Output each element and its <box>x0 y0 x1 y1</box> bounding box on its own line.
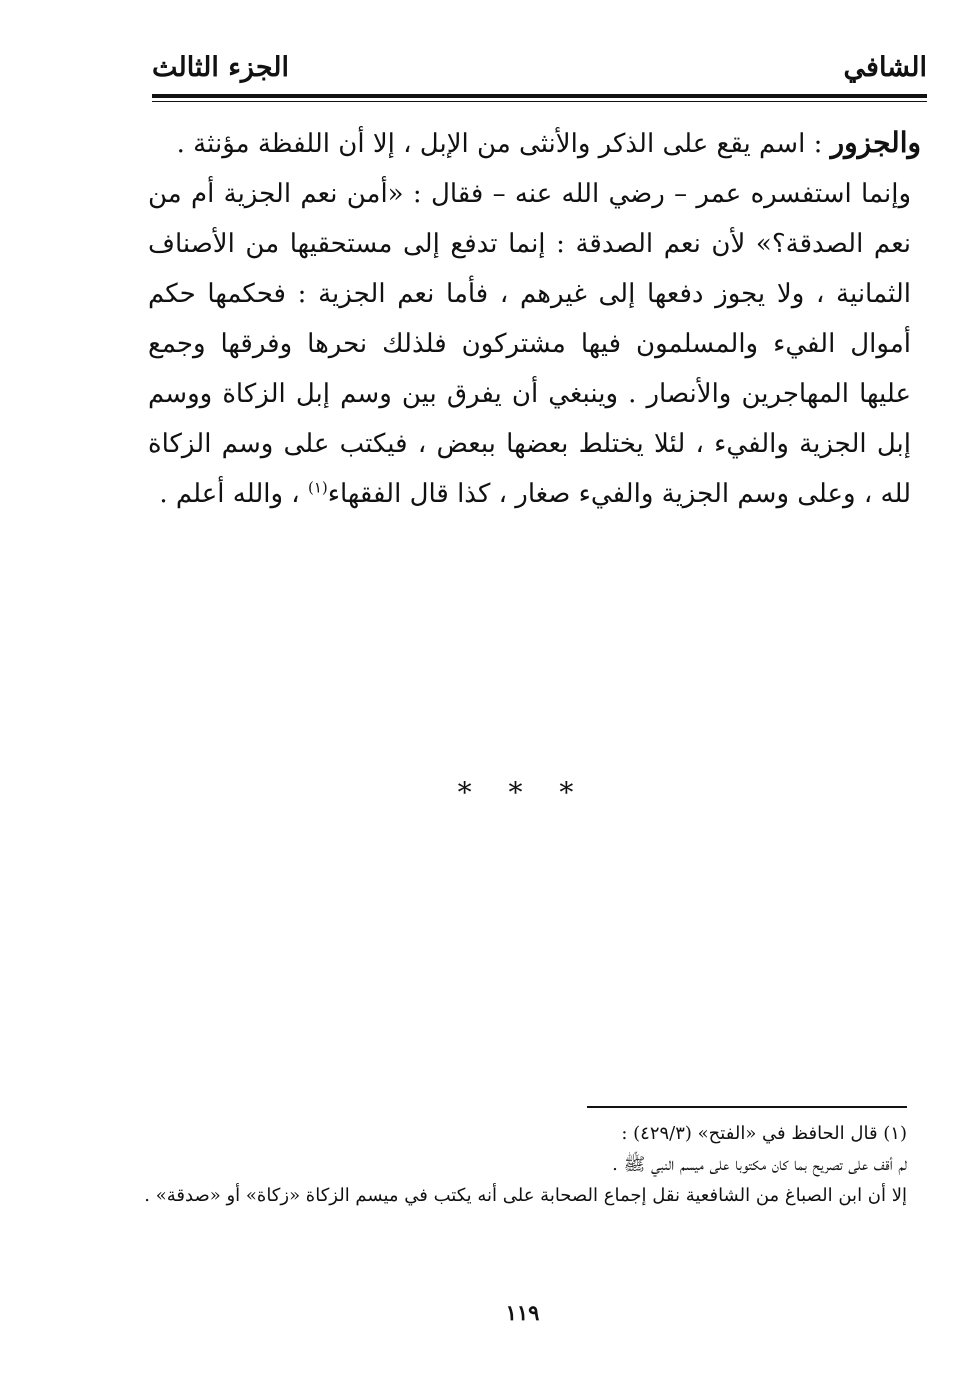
defined-term: والجزور <box>830 126 921 159</box>
footnote-reference[interactable]: (١) <box>307 478 328 497</box>
header-rule-thin <box>152 101 927 102</box>
footnote-rule <box>587 1106 907 1108</box>
explanation-paragraph <box>148 169 921 519</box>
definition-paragraph <box>148 118 921 169</box>
header-rule-thick <box>152 94 927 98</box>
definition-text: : اسم يقع على الذكر والأنثى من الإبل ، إلا أن اللفظة مؤنثة . <box>176 129 831 159</box>
footnote-line-1: (١) قال الحافظ في «الفتح» (٤٢٩/٣) : <box>621 1123 907 1144</box>
volume-label: الجزء الثالث <box>152 52 289 83</box>
main-text <box>148 118 921 519</box>
book-title: الشافي <box>843 52 927 83</box>
footnotes <box>140 1118 907 1211</box>
page-number: ١١٩ <box>505 1300 540 1325</box>
explanation-text: وإنما استفسره عمر – رضي الله عنه – فقال : «أمن نعم الجزية أم من نعم الصدقة؟» لأن نعم الصدقة : إنما تدفع إلى مستحقيها من الأصناف الثمانية ، ولا يجوز دفعها إلى غيرهم ، فأما نعم الجزية : فحكمها حكم أموال الفيء والمسلمون فيها مشتركون فلذلك نحرها وفرقها وجمع عليها المهاجرين والأنصار . وينبغي أن يفرق بين وسم إبل الزكاة ووسم إبل الجزية والفيء ، لئلا يختلط بعضها ببعض ، فيكتب على وسم الزكاة لله ، وعلى وسم الجزية والفيء صغار ، كذا قال الفقهاء <box>148 179 911 509</box>
footnote-line-2: لم أقف على تصريح بما كان مكتوبا على ميسم النبي ﷺ . <box>612 1154 907 1175</box>
running-head <box>152 52 927 92</box>
explanation-ending: ، والله أعلم . <box>159 479 308 509</box>
section-separator: * * * <box>457 776 588 809</box>
footnote-line-3: إلا أن ابن الصباغ من الشافعية نقل إجماع الصحابة على أنه يكتب في ميسم الزكاة «زكاة» أو «صدقة» . <box>144 1185 907 1206</box>
